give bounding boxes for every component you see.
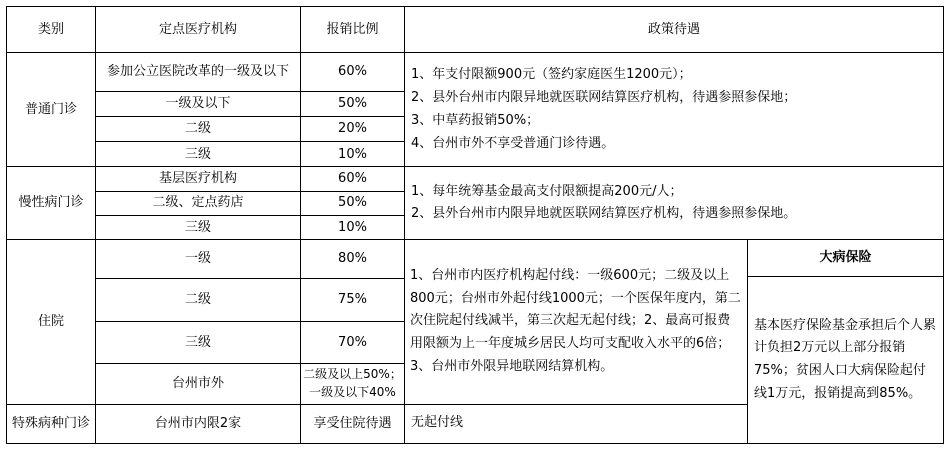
- inpatient-ratio: 75%: [301, 279, 405, 321]
- inpatient-outside-ratio: [301, 364, 405, 404]
- chronic-institution: 二级、定点药店: [96, 191, 301, 215]
- outpatient-ratio: 50%: [301, 91, 405, 116]
- chronic-ratio: 60%: [301, 167, 405, 191]
- inpatient-institution: 一级: [96, 240, 301, 279]
- outpatient-category: 普通门诊: [7, 53, 96, 167]
- outpatient-policy: [405, 53, 944, 167]
- outpatient-policy-line: 3、中草药报销50%；: [411, 112, 540, 128]
- inpatient-ratio: 70%: [301, 321, 405, 363]
- serious-illness-cell: [748, 240, 944, 444]
- special-institution: 台州市内限2家: [96, 404, 301, 443]
- inpatient-policy: 1、台州市内医疗机构起付线：一级600元；二级及以上800元；台州市外起付线1000元；一个医保年度内，第二次住院起付线减半，第三次起无起付线；2、最高可报费用限额为上一年度城乡居民人均可支配收入水平的6倍；3、台州市外限异地联网结算机构。: [405, 240, 748, 404]
- header-category: 类别: [7, 7, 96, 53]
- chronic-ratio: 50%: [301, 191, 405, 215]
- header-row: [7, 7, 944, 53]
- inpatient-row-1: [7, 240, 944, 279]
- outpatient-row-1: [7, 53, 944, 91]
- inpatient-outside-ratio-line: 二级及以上50%；: [303, 367, 402, 382]
- outpatient-institution: 二级: [96, 116, 301, 141]
- outpatient-policy-line: 4、台州市外不享受普通门诊待遇。: [411, 135, 615, 151]
- inpatient-institution: 三级: [96, 321, 301, 363]
- outpatient-policy-line: 1、年支付限额900元（签约家庭医生1200元）；: [411, 67, 692, 83]
- special-category: 特殊病种门诊: [7, 404, 96, 443]
- chronic-row-1: [7, 167, 944, 191]
- chronic-institution: 三级: [96, 215, 301, 239]
- outpatient-institution: 一级及以下: [96, 91, 301, 116]
- outpatient-institution: 参加公立医院改革的一级及以下: [96, 53, 301, 91]
- chronic-category: 慢性病门诊: [7, 167, 96, 240]
- header-ratio: 报销比例: [301, 7, 405, 53]
- serious-illness-body: [748, 277, 943, 443]
- insurance-policy-table: [6, 6, 944, 444]
- header-policy: 政策待遇: [405, 7, 944, 53]
- inpatient-institution: 二级: [96, 279, 301, 321]
- serious-illness-title: 大病保险: [748, 240, 943, 277]
- inpatient-category: 住院: [7, 240, 96, 404]
- inpatient-ratio: 80%: [301, 240, 405, 279]
- outpatient-policy-line: 2、县外台州市内限异地就医联网结算医疗机构，待遇参照参保地；: [411, 90, 797, 106]
- chronic-policy-line: 1、每年统筹基金最高支付限额提高200元/人；: [411, 183, 683, 199]
- header-institution: 定点医疗机构: [96, 7, 301, 53]
- outpatient-institution: 三级: [96, 142, 301, 167]
- chronic-policy-line: 2、县外台州市内限异地就医联网结算医疗机构，待遇参照参保地。: [411, 206, 797, 222]
- chronic-policy: [405, 167, 944, 240]
- serious-illness-text: 基本医疗保险基金承担后个人累计负担2万元以上部分报销75%；贫困人口大病保险起付线1万元，报销提高到85%。: [754, 317, 937, 401]
- inpatient-outside-institution: 台州市外: [96, 364, 301, 404]
- chronic-institution: 基层医疗机构: [96, 167, 301, 191]
- special-ratio: 享受住院待遇: [301, 404, 405, 443]
- special-policy: 无起付线: [405, 404, 748, 443]
- chronic-ratio: 10%: [301, 215, 405, 239]
- inpatient-outside-ratio-line: 一级及以下40%: [309, 384, 396, 399]
- outpatient-ratio: 10%: [301, 142, 405, 167]
- outpatient-ratio: 20%: [301, 116, 405, 141]
- outpatient-ratio: 60%: [301, 53, 405, 91]
